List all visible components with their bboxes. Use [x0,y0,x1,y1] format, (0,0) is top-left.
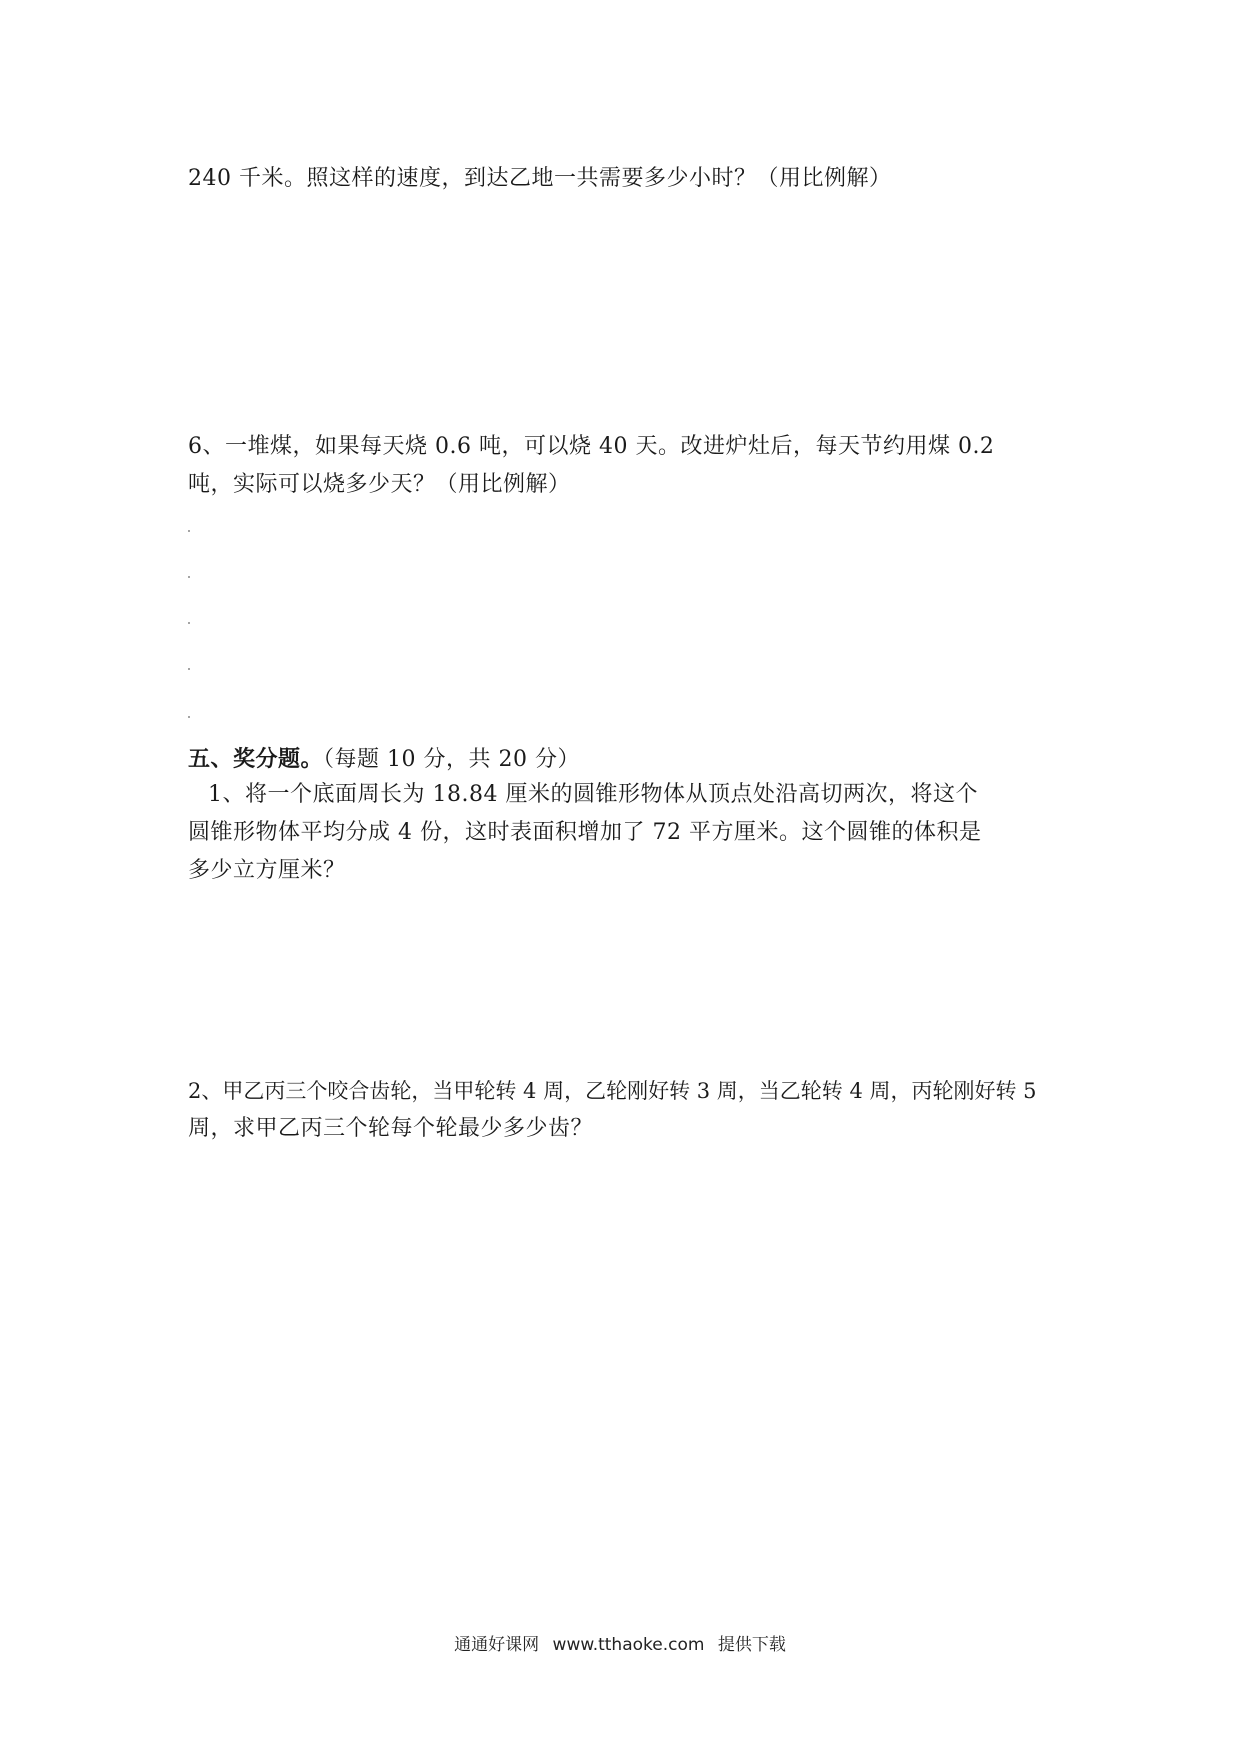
reward-1-line-2: 圆锥形物体平均分成 4 份，这时表面积增加了 72 平方厘米。这个圆锥的体积是 [188,820,982,845]
section-5-note: （每题 10 分，共 20 分） [323,747,580,772]
question-6-line-2: 吨，实际可以烧多少天？（用比例解） [188,472,571,497]
reward-2-line-1: 2、甲乙丙三个咬合齿轮，当甲轮转 4 周，乙轮刚好转 3 周，当乙轮转 4 周，丙轮刚好转 5 [188,1079,1037,1103]
reward-1-line-1: 1、将一个底面周长为 18.84 厘米的圆锥形物体从顶点处沿高切两次，将这个 [208,782,978,807]
reward-2-line-2: 周，求甲乙丙三个轮每个轮最少多少齿？ [188,1116,594,1141]
dot-mark [188,716,190,718]
question-6-line-1: 6、一堆煤，如果每天烧 0.6 吨，可以烧 40 天。改进炉灶后，每天节约用煤 0.2 [188,434,995,459]
footer-suffix: 提供下载 [717,1635,786,1655]
question-5-text: 240 千米。照这样的速度，到达乙地一共需要多少小时？（用比例解） [188,166,892,191]
question-6 [188,428,1068,504]
section-5-heading [188,744,1068,775]
footer-url: www.tthaoke.com [552,1635,705,1655]
page-footer [0,1630,1240,1655]
reward-question-1 [188,776,1068,890]
footer-site-name: 通通好课网 [454,1635,540,1655]
dot-mark [188,668,190,670]
dot-mark [188,576,190,578]
dot-mark [188,530,190,532]
reward-question-2 [188,1072,1068,1148]
question-5-continuation [188,160,1068,198]
reward-1-line-3: 多少立方厘米？ [188,858,346,883]
dot-mark [188,622,190,624]
section-5-title: 五、奖分题。 [188,746,324,772]
